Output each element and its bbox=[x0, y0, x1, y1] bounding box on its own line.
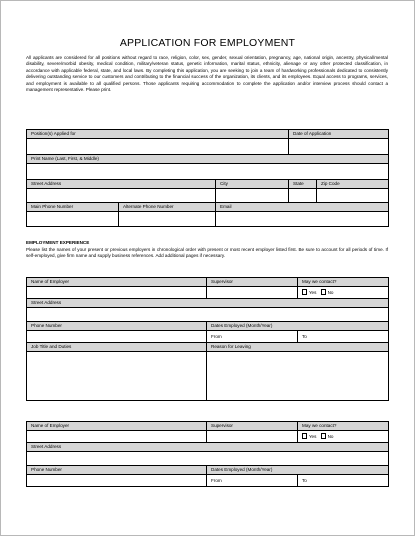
reason-for-leaving-field[interactable] bbox=[207, 352, 389, 401]
reason-for-leaving-label: Reason for Leaving bbox=[207, 343, 389, 352]
alternate-phone-label: Alternate Phone Number bbox=[119, 203, 216, 212]
state-label: State bbox=[289, 180, 317, 189]
job-title-label: Job Title and Duties bbox=[27, 343, 207, 352]
supervisor-field[interactable] bbox=[207, 287, 298, 299]
employer-street-label: Street Address bbox=[27, 299, 389, 308]
no-label: No bbox=[327, 434, 334, 440]
no-checkbox[interactable] bbox=[321, 433, 326, 438]
contact-options bbox=[298, 287, 389, 299]
to-field[interactable]: To bbox=[298, 331, 389, 343]
position-field[interactable] bbox=[27, 139, 289, 155]
may-we-contact-label: May we contact? bbox=[298, 422, 389, 431]
form-title: APPLICATION FOR EMPLOYMENT bbox=[119, 37, 296, 49]
main-phone-label: Main Phone Number bbox=[27, 203, 119, 212]
dates-employed-label: Dates Employed (Month/Year) bbox=[207, 322, 389, 331]
from-field[interactable]: From bbox=[207, 331, 298, 343]
alternate-phone-field[interactable] bbox=[119, 212, 216, 227]
employer-phone-field[interactable] bbox=[27, 475, 207, 487]
employer-block-2 bbox=[26, 421, 389, 487]
date-of-application-label: Date of Application bbox=[289, 130, 389, 139]
applicant-info-table bbox=[26, 129, 389, 227]
main-phone-field[interactable] bbox=[27, 212, 119, 227]
yes-checkbox[interactable] bbox=[302, 289, 307, 294]
employment-instructions: Please list the names of your present or previous employers in chronological order with present or most recent employer listed first. Be sure to account for all periods of time. If self-employed, give firm name and supply business references. Add additional pages if necessary. bbox=[26, 247, 388, 259]
from-field[interactable]: From bbox=[207, 475, 298, 487]
city-field[interactable] bbox=[216, 189, 289, 203]
print-name-label: Print Name (Last, First, & Middle) bbox=[27, 155, 389, 164]
zip-code-label: Zip Code bbox=[317, 180, 389, 189]
supervisor-label: Supervisor bbox=[207, 278, 298, 287]
employment-experience-heading: EMPLOYMENT EXPERIENCE bbox=[26, 240, 90, 245]
employer-street-field[interactable] bbox=[27, 452, 389, 466]
contact-options bbox=[298, 431, 389, 443]
street-address-label: Street Address bbox=[27, 180, 216, 189]
street-address-field[interactable] bbox=[27, 189, 216, 203]
employer-phone-label: Phone Number bbox=[27, 466, 207, 475]
intro-paragraph: All applicants are considered for all positions without regard to race, religion, color, sex, gender, sexual orientation, pregnancy, age, national origin, ancestry, physical/mental disability, severe/morbid obesity, medical condition, military/veteran status, genetic information, marital status, ethnicity, alienage or any other protected classification, in accordance with applicable federal, state, and local laws. By completing this application, you are seeking to join a team of hardworking professionals dedicated to consistently delivering outstanding service to our customers and contributing to the financial success of the organization, its clients, and its employees. Equal access to programs, services, and employment is available to all qualified persons. Those applicants requiring accommodation to complete the application and/or interview process should contact a management representative. Please print. bbox=[26, 55, 388, 93]
to-field[interactable]: To bbox=[298, 475, 389, 487]
position-label: Position(s) Applied for bbox=[27, 130, 289, 139]
zip-code-field[interactable] bbox=[317, 189, 389, 203]
email-label: Email bbox=[216, 203, 389, 212]
dates-employed-label: Dates Employed (Month/Year) bbox=[207, 466, 389, 475]
date-of-application-field[interactable] bbox=[289, 139, 389, 155]
employer-name-field[interactable] bbox=[27, 431, 207, 443]
employer-phone-label: Phone Number bbox=[27, 322, 207, 331]
job-title-field[interactable] bbox=[27, 352, 207, 401]
employer-name-label: Name of Employer bbox=[27, 422, 207, 431]
employer-street-label: Street Address bbox=[27, 443, 389, 452]
employer-name-field[interactable] bbox=[27, 287, 207, 299]
supervisor-field[interactable] bbox=[207, 431, 298, 443]
employer-phone-field[interactable] bbox=[27, 331, 207, 343]
yes-checkbox[interactable] bbox=[302, 433, 307, 438]
email-field[interactable] bbox=[216, 212, 389, 227]
state-field[interactable] bbox=[289, 189, 317, 203]
employer-block-1 bbox=[26, 277, 389, 401]
employer-name-label: Name of Employer bbox=[27, 278, 207, 287]
no-checkbox[interactable] bbox=[321, 289, 326, 294]
supervisor-label: Supervisor bbox=[207, 422, 298, 431]
print-name-field[interactable] bbox=[27, 164, 389, 180]
no-label: No bbox=[327, 290, 334, 296]
yes-label: Yes bbox=[308, 434, 317, 440]
employer-street-field[interactable] bbox=[27, 308, 389, 322]
city-label: City bbox=[216, 180, 289, 189]
may-we-contact-label: May we contact? bbox=[298, 278, 389, 287]
yes-label: Yes bbox=[308, 290, 317, 296]
